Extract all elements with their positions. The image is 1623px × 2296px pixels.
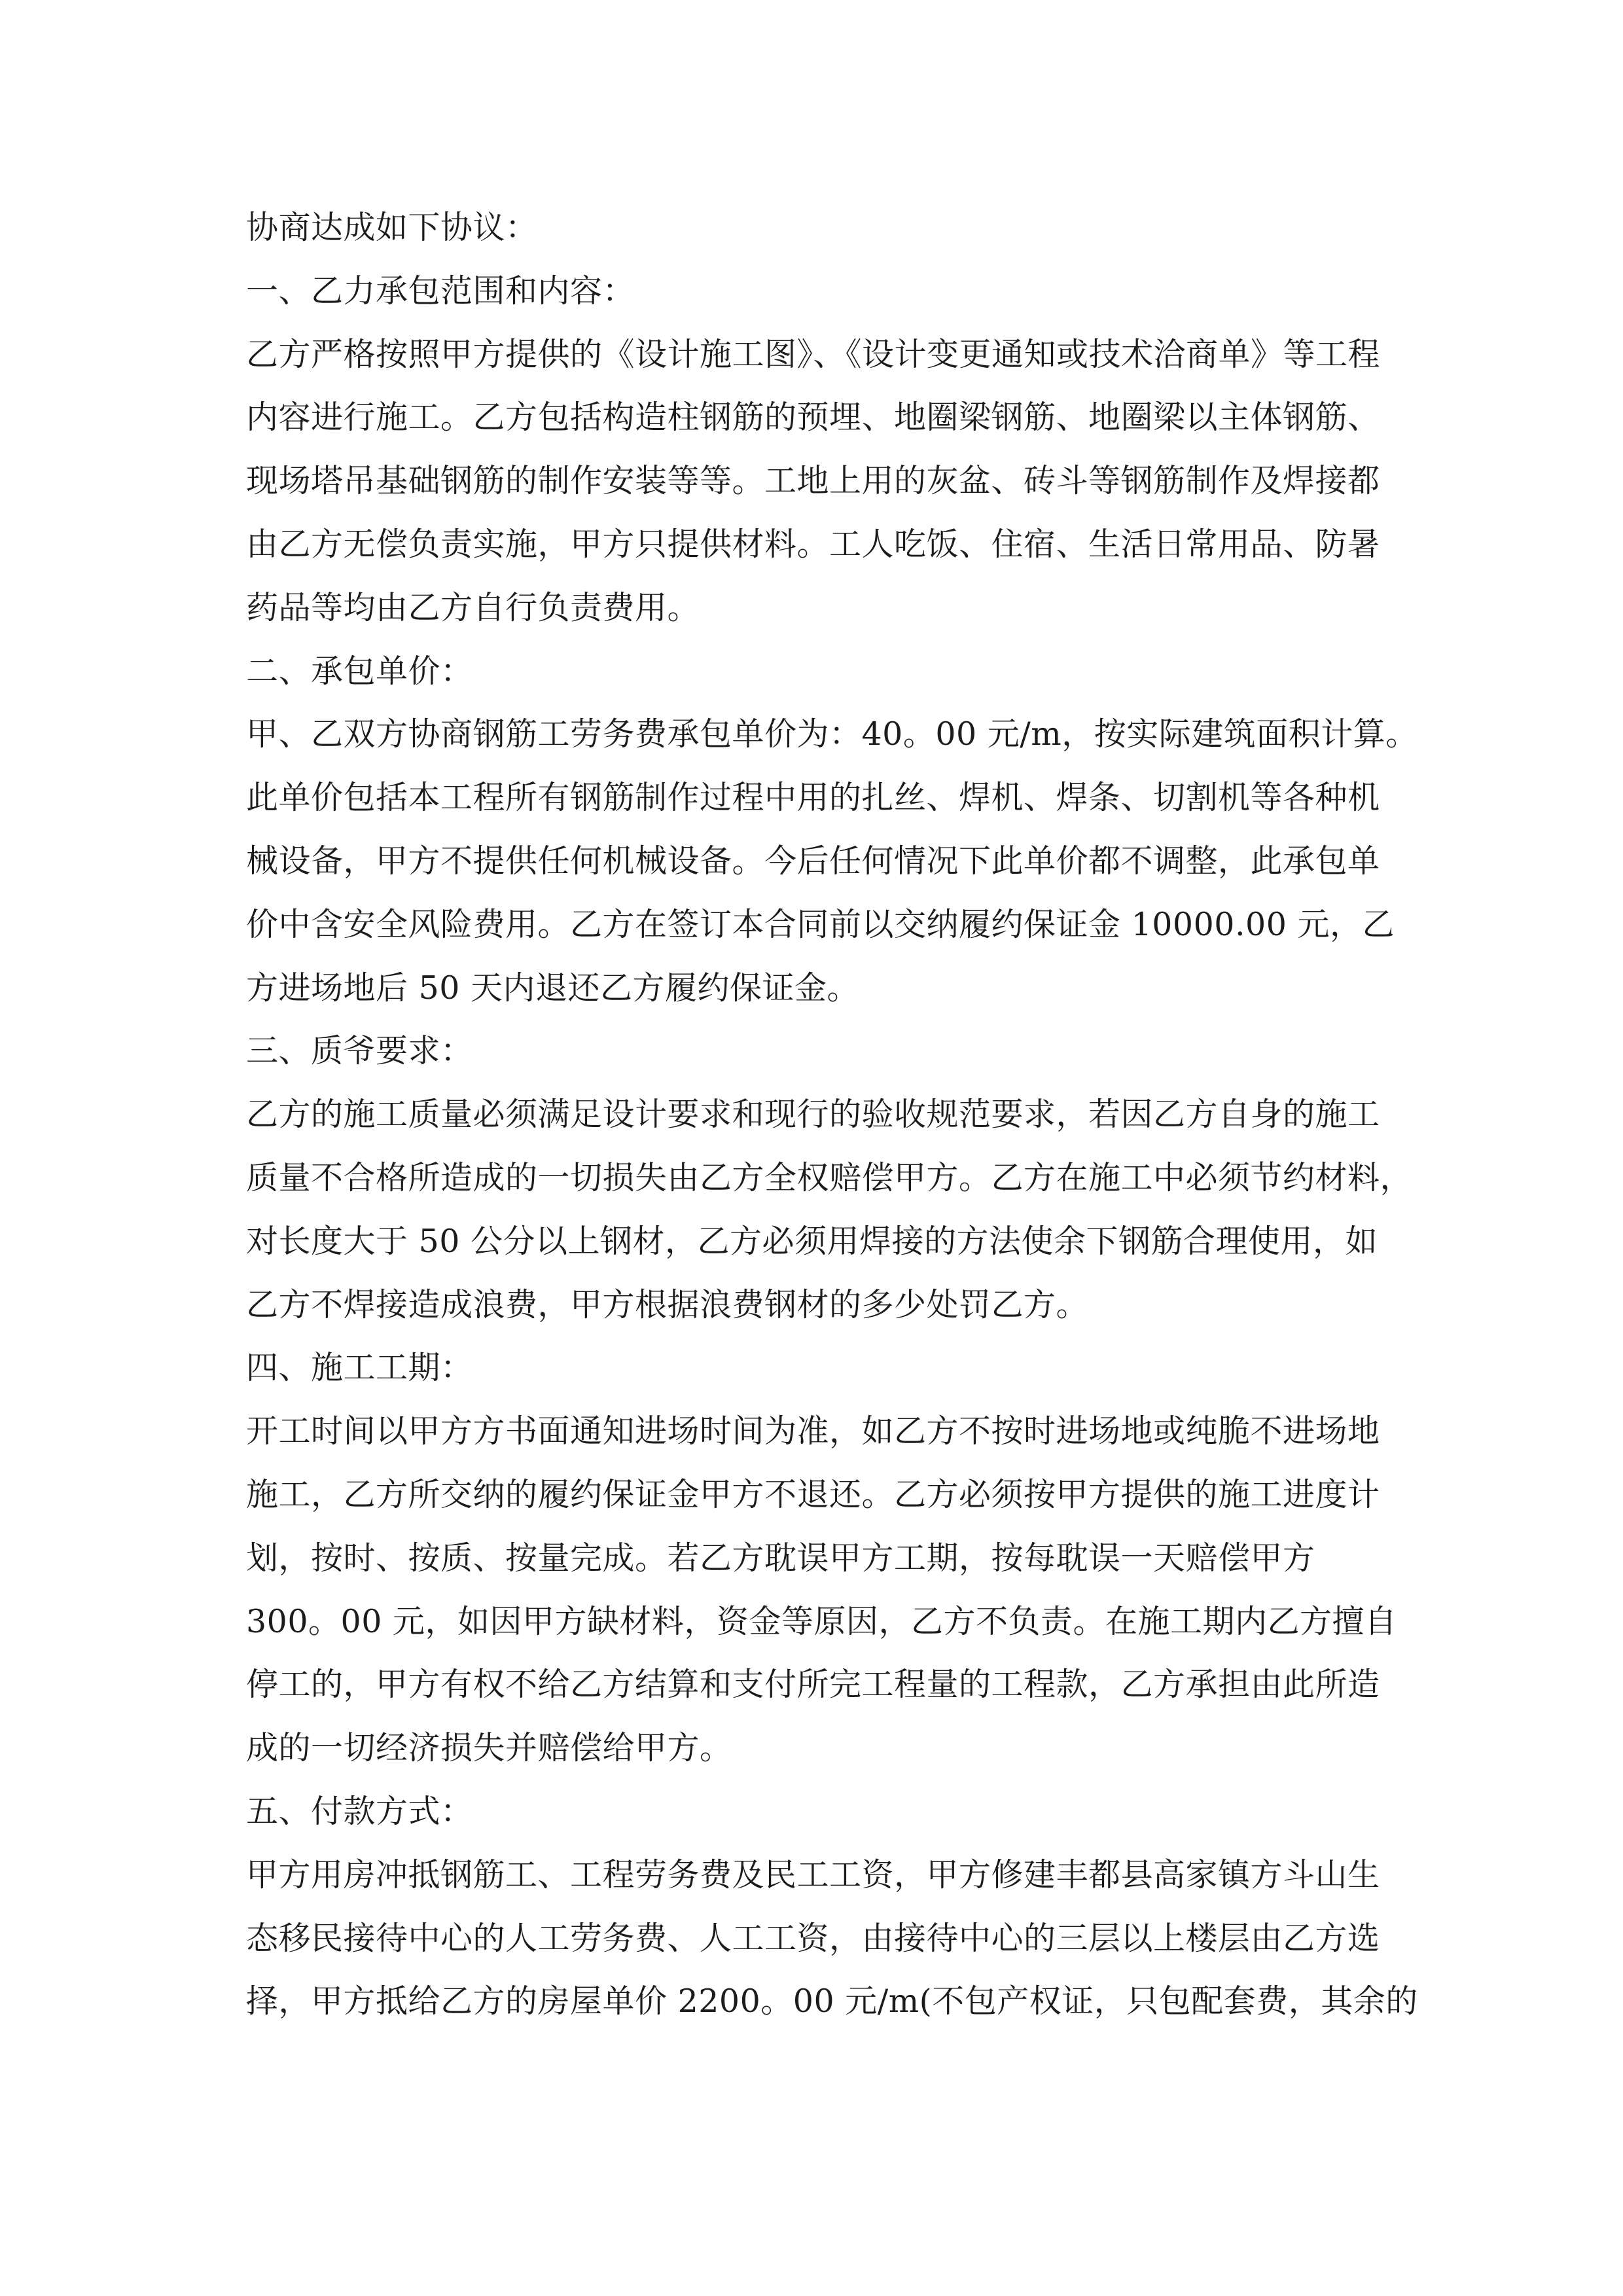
text-line: 停工的，甲方有权不给乙方结算和支付所完工程量的工程款，乙方承担由此所造: [246, 1666, 1380, 1704]
section-heading: 二、承包单价：: [246, 652, 473, 690]
section-heading: 五、付款方式：: [246, 1792, 473, 1830]
text-line: 械设备，甲方不提供任何机械设备。今后任何情况下此单价都不调整，此承包单: [246, 842, 1380, 880]
text-line: 由乙方无偿负责实施，甲方只提供材料。工人吃饭、住宿、生活日常用品、防暑: [246, 525, 1380, 563]
text-line: 乙方严格按照甲方提供的《设计施工图》、《设计变更通知或技术洽商单》等工程: [246, 335, 1381, 373]
text-line: 方进场地后 50 天内退还乙方履约保证金。: [246, 969, 860, 1007]
text-line: 现场塔吊基础钢筋的制作安装等等。工地上用的灰盆、砖斗等钢筋制作及焊接都: [246, 462, 1380, 500]
text-line: 乙方不焊接造成浪费，甲方根据浪费钢材的多少处罚乙方。: [246, 1285, 1089, 1323]
text-line: 择，甲方抵给乙方的房屋单价 2200。00 元/m(不包产权证，只包配套费，其余的: [246, 1982, 1418, 2020]
text-line: 内容进行施工。乙方包括构造柱钢筋的预埋、地圈梁钢筋、地圈梁以主体钢筋、: [246, 399, 1380, 437]
text-line: 价中含安全风险费用。乙方在签订本合同前以交纳履约保证金 10000.00 元，乙: [246, 905, 1395, 943]
text-line: 此单价包括本工程所有钢筋制作过程中用的扎丝、焊机、焊条、切割机等各种机: [246, 779, 1380, 817]
text-line: 300。00 元，如因甲方缺材料，资金等原因，乙方不负责。在施工期内乙方擅自: [246, 1602, 1397, 1640]
text-line: 对长度大于 50 公分以上钢材，乙方必须用焊接的方法使余下钢筋合理使用，如: [246, 1222, 1378, 1260]
text-line: 划，按时、按质、按量完成。若乙方耽误甲方工期，按每耽误一天赔偿甲方: [246, 1539, 1315, 1577]
document-body: [246, 196, 1418, 2034]
text-line: 成的一切经济损失并赔偿给甲方。: [246, 1729, 732, 1767]
text-line: 甲、乙双方协商钢筋工劳务费承包单价为：40。00 元/m，按实际建筑面积计算。: [246, 715, 1418, 753]
section-heading: 四、施工工期：: [246, 1349, 473, 1387]
text-line: 开工时间以甲方方书面通知进场时间为准，如乙方不按时进场地或纯脆不进场地: [246, 1412, 1380, 1450]
text-line: 甲方用房冲抵钢筋工、工程劳务费及民工工资，甲方修建丰都县高家镇方斗山生: [246, 1856, 1380, 1893]
text-line: 态移民接待中心的人工劳务费、人工工资，由接待中心的三层以上楼层由乙方选: [246, 1919, 1380, 1957]
section-heading: 一、乙力承包范围和内容：: [246, 272, 635, 310]
text-line: 药品等均由乙方自行负责费用。: [246, 588, 700, 626]
section-heading: 三、质爷要求：: [246, 1032, 473, 1070]
text-line: 协商达成如下协议：: [246, 209, 538, 246]
text-line: 乙方的施工质量必须满足设计要求和现行的验收规范要求，若因乙方自身的施工: [246, 1096, 1380, 1134]
text-line: 施工，乙方所交纳的履约保证金甲方不退还。乙方必须按甲方提供的施工进度计: [246, 1475, 1380, 1513]
text-line: 质量不合格所造成的一切损失由乙方全权赔偿甲方。乙方在施工中必须节约材料，: [246, 1158, 1413, 1196]
